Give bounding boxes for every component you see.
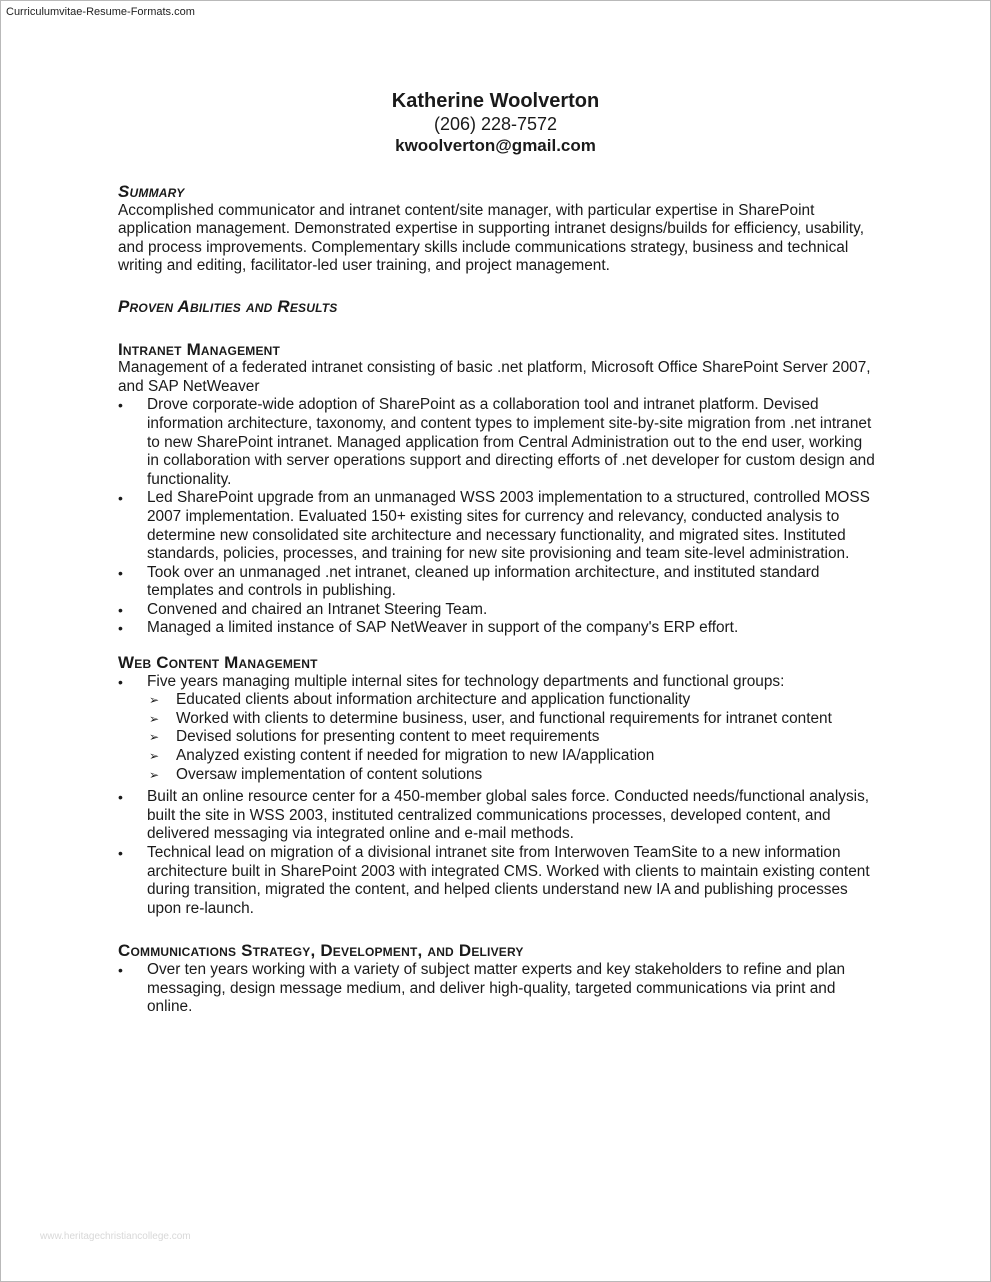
sub-list-item: ➢ Analyzed existing content if needed for migration to new IA/application	[147, 747, 878, 766]
list-item: • Took over an unmanaged .net intranet, cleaned up information architecture, and instituted standard templates and controls in publishing.	[118, 564, 878, 601]
sub-list-item: ➢ Devised solutions for presenting content to meet requirements	[147, 728, 878, 747]
web-bullet-list	[118, 673, 878, 919]
list-item: • Built an online resource center for a 450-member global sales force. Conducted needs/functional analysis, built the site in WSS 2003, instituted centralized communications processes, developed content, and delivered messaging via integrated online and e-mail methods.	[118, 788, 878, 844]
list-item: • Over ten years working with a variety of subject matter experts and key stakeholders to refine and plan messaging, design message medium, and deliver high-quality, targeted communications via print and online.	[118, 961, 878, 1017]
abilities-heading: Proven Abilities and Results	[118, 296, 338, 316]
list-item: • Technical lead on migration of a divisional intranet site from Interwoven TeamSite to a new information architecture built in SharePoint 2003 with integrated CMS. Worked with clients to maintain existing content during transition, migrated the content, and helped clients understand new IA and publishing processes upon re-launch.	[118, 844, 878, 918]
resume-body	[118, 183, 878, 1017]
candidate-name: Katherine Woolverton	[391, 90, 600, 112]
summary-heading: Summary	[118, 182, 185, 201]
list-item: • Managed a limited instance of SAP NetWeaver in support of the company's ERP effort.	[118, 619, 878, 638]
list-item: • Drove corporate-wide adoption of SharePoint as a collaboration tool and intranet platform. Devised information architecture, taxonomy, and content types to implement site-by-site migration from .net intranet to new SharePoint intranet. Managed application from Central Administration out to the end user, working in collaboration with server operations support and directing efforts of .net developer for custom design and functionality.	[118, 396, 878, 489]
communications-heading: Communications Strategy, Development, and Delivery	[118, 941, 524, 961]
sub-list-item: ➢ Oversaw implementation of content solutions	[147, 766, 878, 785]
list-item	[118, 673, 878, 785]
email-address: kwoolverton@gmail.com	[395, 136, 596, 155]
summary-text: Accomplished communicator and intranet content/site manager, with particular expertise in SharePoint application management. Demonstrated expertise in supporting intranet designs/builds for efficiency, usability, and process improvements. Complementary skills include communications strategy, business and technical writing and editing, facilitator-led user training, and project management.	[118, 201, 865, 275]
list-item-text: Five years managing multiple internal sites for technology departments and functional groups:	[147, 672, 785, 690]
sub-list-item: ➢ Educated clients about information architecture and application functionality	[147, 691, 878, 710]
intranet-heading: Intranet Management	[118, 339, 281, 359]
intranet-intro: Management of a federated intranet consisting of basic .net platform, Microsoft Office SharePoint Server 2007, and SAP NetWeaver	[118, 359, 871, 395]
intranet-bullet-list	[118, 396, 878, 638]
list-item: • Led SharePoint upgrade from an unmanaged WSS 2003 implementation to a structured, controlled MOSS 2007 implementation. Evaluated 150+ existing sites for currency and relevancy, conducted analysis to determine new consolidated site architecture and necessary functionality, and migrated sites. Instituted standards, policies, processes, and training for new site provisioning and team site-level administration.	[118, 489, 878, 563]
phone-number: (206) 228-7572	[433, 114, 558, 134]
web-subitem-list	[147, 691, 878, 784]
web-content-heading: Web Content Management	[118, 653, 318, 673]
sub-list-item: ➢ Worked with clients to determine business, user, and functional requirements for intranet content	[147, 710, 878, 729]
list-item: • Convened and chaired an Intranet Steering Team.	[118, 601, 878, 620]
source-watermark: Curriculumvitae-Resume-Formats.com	[6, 6, 195, 18]
communications-bullet-list	[118, 961, 878, 1017]
faint-watermark: www.heritagechristiancollege.com	[40, 1231, 191, 1242]
